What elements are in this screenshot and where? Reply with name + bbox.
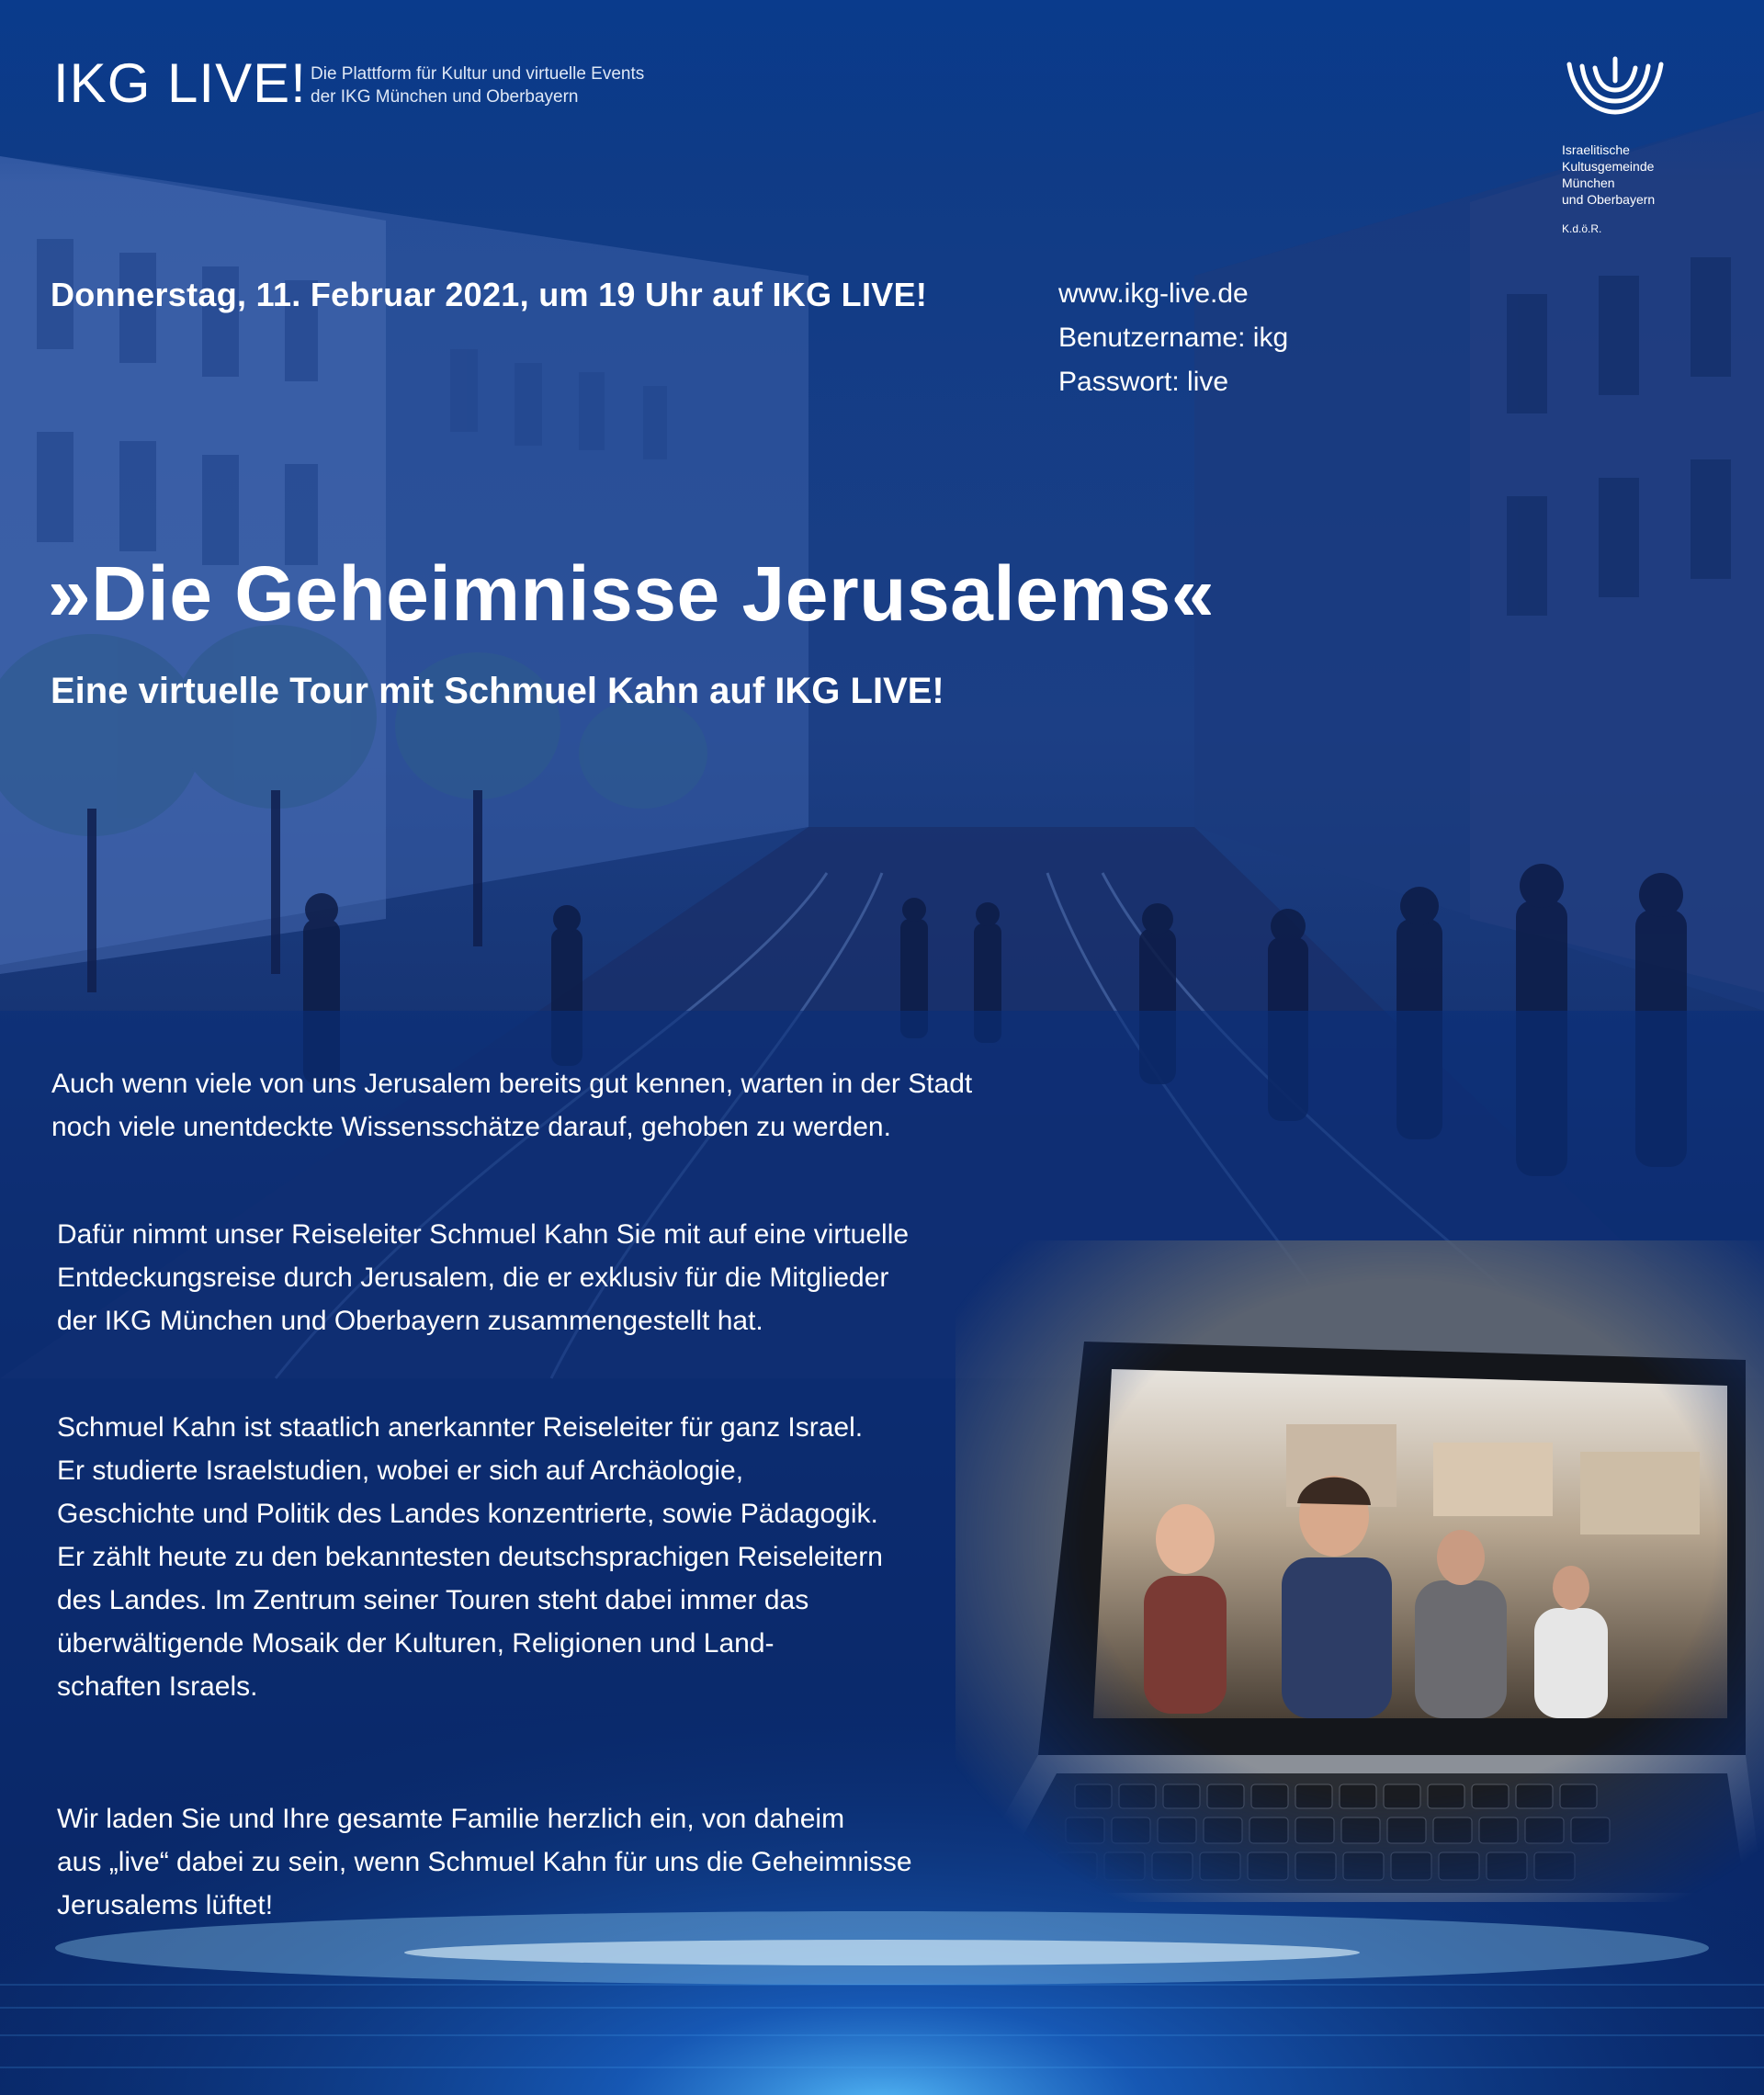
- paragraph-guide-bio: [57, 1406, 883, 1708]
- paragraph-tour: [57, 1213, 909, 1342]
- paragraph-invitation: [57, 1797, 912, 1927]
- brand-tagline: [311, 62, 644, 108]
- paragraph-line: aus „live“ dabei zu sein, wenn Schmuel Kahn für uns die Geheimnisse: [57, 1847, 912, 1877]
- paragraph-intro: [51, 1062, 972, 1149]
- laptop-illustration: [956, 1240, 1764, 1902]
- logo-suffix: K.d.ö.R.: [1562, 222, 1602, 235]
- logo-line: und Oberbayern: [1562, 192, 1656, 207]
- paragraph-line: überwältigende Mosaik der Kulturen, Religionen und Land-: [57, 1628, 775, 1659]
- paragraph-line: Er zählt heute zu den bekanntesten deutschsprachigen Reiseleitern: [57, 1542, 883, 1572]
- menorah-arc-icon: [1562, 53, 1668, 118]
- event-date: Donnerstag, 11. Februar 2021, um 19 Uhr auf IKG LIVE!: [51, 276, 928, 313]
- logo-line: München: [1562, 176, 1615, 190]
- paragraph-line: Dafür nimmt unser Reiseleiter Schmuel Kahn Sie mit auf eine virtuelle: [57, 1219, 910, 1250]
- paragraph-line: Er studierte Israelstudien, wobei er sich auf Archäologie,: [57, 1455, 744, 1486]
- password-text: Passwort: live: [1058, 367, 1229, 397]
- paragraph-line: Schmuel Kahn ist staatlich anerkannter Reiseleiter für ganz Israel.: [57, 1412, 864, 1443]
- paragraph-line: Geschichte und Politik des Landes konzentrierte, sowie Pädagogik.: [57, 1499, 878, 1529]
- tagline-line: Die Plattform für Kultur und virtuelle Events: [311, 64, 645, 84]
- tagline-line: der IKG München und Oberbayern: [311, 87, 579, 107]
- paragraph-line: der IKG München und Oberbayern zusammengestellt hat.: [57, 1306, 763, 1336]
- username-text: Benutzername: ikg: [1058, 323, 1289, 353]
- paragraph-line: Entdeckungsreise durch Jerusalem, die er exklusiv für die Mitglieder: [57, 1263, 889, 1293]
- ikg-logo: [1562, 53, 1681, 235]
- event-title: »Die Geheimnisse Jerusalems«: [48, 550, 1216, 637]
- logo-line: Kultusgemeinde: [1562, 159, 1655, 174]
- paragraph-line: Wir laden Sie und Ihre gesamte Familie herzlich ein, von daheim: [57, 1804, 845, 1834]
- paragraph-line: Jerusalems lüftet!: [57, 1890, 274, 1920]
- access-info: [1058, 272, 1288, 404]
- paragraph-line: Auch wenn viele von uns Jerusalem bereits gut kennen, warten in der Stadt: [51, 1069, 973, 1099]
- event-subtitle: Eine virtuelle Tour mit Schmuel Kahn auf IKG LIVE!: [51, 671, 944, 711]
- logo-text: [1562, 142, 1681, 208]
- logo-line: Israelitische: [1562, 142, 1630, 157]
- laptop-photo: [956, 1240, 1764, 1902]
- paragraph-line: des Landes. Im Zentrum seiner Touren steht dabei immer das: [57, 1585, 809, 1615]
- paragraph-line: noch viele unentdeckte Wissensschätze darauf, gehoben zu werden.: [51, 1112, 891, 1142]
- website-link[interactable]: www.ikg-live.de: [1058, 278, 1249, 309]
- brand-title: IKG LIVE!: [53, 52, 307, 114]
- paragraph-line: schaften Israels.: [57, 1671, 258, 1702]
